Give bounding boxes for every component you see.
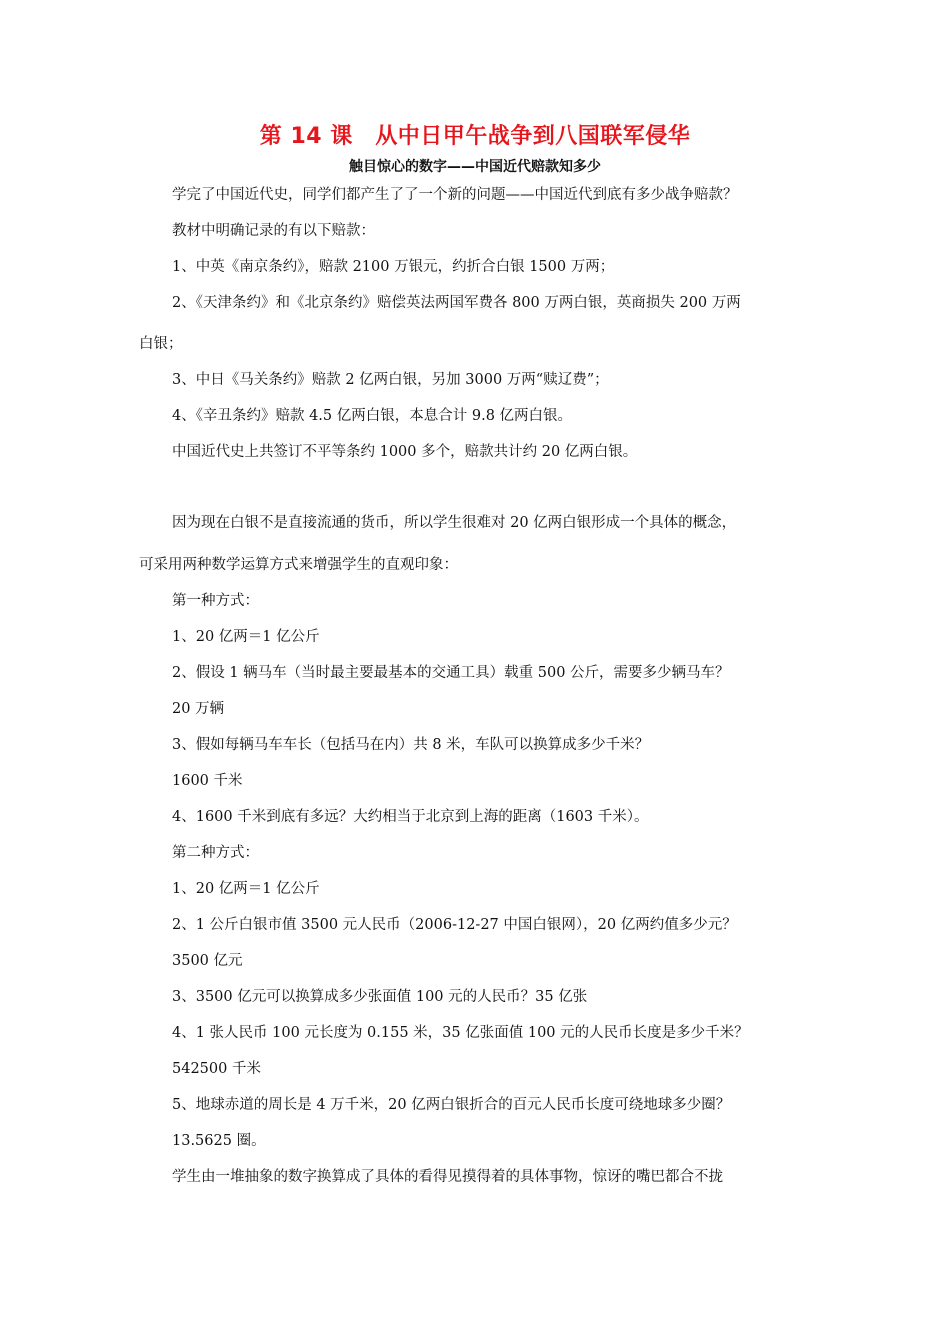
paragraph-line: 中国近代史上共签订不平等条约 1000 多个，赔款共计约 20 亿两白银。 (172, 444, 638, 460)
lesson-title: 第 14 课 从中日甲午战争到八国联军侵华 (259, 124, 691, 149)
list-item: 1、中英《南京条约》，赔款 2100 万银元，约折合白银 1500 万两； (172, 259, 615, 275)
answer-line: 13.5625 圈。 (172, 1133, 266, 1149)
list-item: 1、20 亿两＝1 亿公斤 (172, 881, 320, 897)
list-item-continuation: 白银； (139, 336, 183, 352)
list-item: 2、《天津条约》和《北京条约》赔偿英法两国军费各 800 万两白银，英商损失 200 万两 (172, 295, 741, 311)
section-heading: 第二种方式： (172, 845, 259, 861)
answer-line: 1600 千米 (172, 773, 243, 789)
paragraph-line: 可采用两种数学运算方式来增强学生的直观印象： (139, 557, 458, 573)
list-item: 3、假如每辆马车车长（包括马在内）共 8 米，车队可以换算成多少千米？ (172, 737, 650, 753)
list-item: 4、《辛丑条约》赔款 4.5 亿两白银，本息合计 9.8 亿两白银。 (172, 408, 573, 424)
list-item: 3、中日《马关条约》赔款 2 亿两白银，另加 3000 万两“赎辽费”； (172, 372, 609, 388)
list-item: 3、3500 亿元可以换算成多少张面值 100 元的人民币？35 亿张 (172, 989, 588, 1005)
paragraph-line: 教材中明确记录的有以下赔款： (172, 223, 375, 239)
answer-line: 542500 千米 (172, 1061, 261, 1077)
list-item: 5、地球赤道的周长是 4 万千米，20 亿两白银折合的百元人民币长度可绕地球多少圈？ (172, 1097, 731, 1113)
paragraph-line: 学生由一堆抽象的数字换算成了具体的看得见摸得着的具体事物，惊讶的嘴巴都合不拢 (172, 1169, 723, 1185)
list-item: 1、20 亿两＝1 亿公斤 (172, 629, 320, 645)
answer-line: 3500 亿元 (172, 953, 243, 969)
list-item: 2、1 公斤白银市值 3500 元人民币（2006-12-27 中国白银网），20 亿两约值多少元？ (172, 917, 737, 933)
paragraph-line: 学完了中国近代史，同学们都产生了了一个新的问题——中国近代到底有多少战争赔款？ (172, 187, 738, 203)
list-item: 4、1600 千米到底有多远？大约相当于北京到上海的距离（1603 千米）。 (172, 809, 649, 825)
paragraph-line: 因为现在白银不是直接流通的货币，所以学生很难对 20 亿两白银形成一个具体的概念， (172, 515, 737, 531)
section-heading: 第一种方式： (172, 593, 259, 609)
list-item: 2、假设 1 辆马车（当时最主要最基本的交通工具）载重 500 公斤，需要多少辆马车？ (172, 665, 730, 681)
list-item: 4、1 张人民币 100 元长度为 0.155 米，35 亿张面值 100 元的人民币长度是多少千米？ (172, 1025, 749, 1041)
lesson-subtitle: 触目惊心的数字——中国近代赔款知多少 (349, 159, 601, 175)
answer-line: 20 万辆 (172, 701, 225, 717)
